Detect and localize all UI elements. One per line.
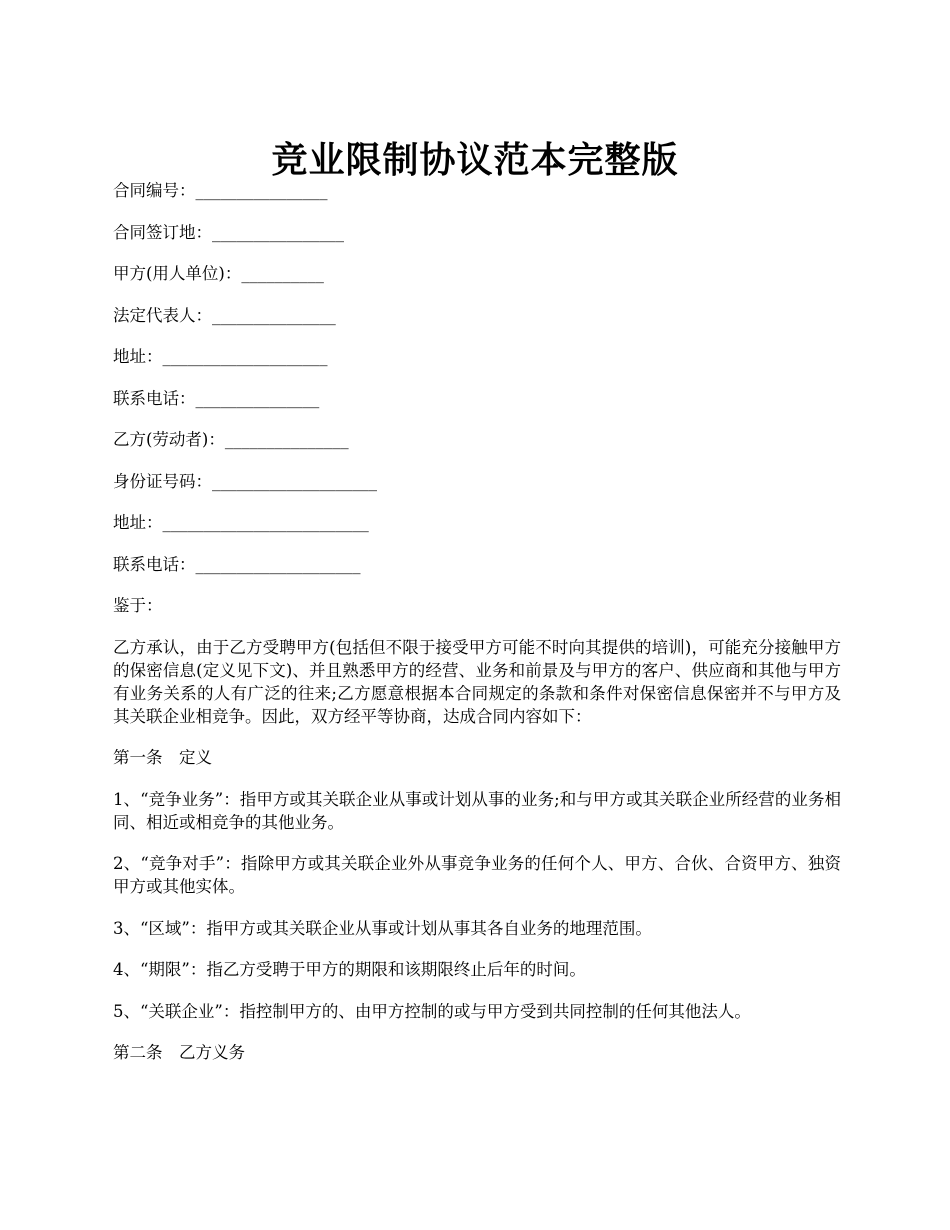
definition-item: 5、“关联企业”：指控制甲方的、由甲方控制的或与甲方受到共同控制的任何其他法人。 xyxy=(113,1001,751,1021)
party-a-address-field: 地址：____________________ xyxy=(113,347,328,366)
id-number-field: 身份证号码：____________________ xyxy=(113,471,377,491)
party-b-field: 乙方(劳动者)：_______________ xyxy=(113,430,349,449)
contract-number-field: 合同编号：________________ xyxy=(113,181,328,200)
document-title: 竞业限制协议范本完整版 xyxy=(271,139,679,182)
definition-item: 3、“区域”：指甲方或其关联企业从事或计划从事其各自业务的地理范围。 xyxy=(113,918,652,938)
definition-item: 1、“竞争业务”：指甲方或其关联企业从事或计划从事的业务;和与甲方或其关联企业所经营的业务相同、相近或相竞争的其他业务。 xyxy=(113,789,841,832)
party-a-phone-field: 联系电话：_______________ xyxy=(113,388,320,408)
legal-representative-field: 法定代表人：_______________ xyxy=(113,305,336,325)
party-b-phone-field: 联系电话：____________________ xyxy=(113,554,361,574)
document-body xyxy=(113,179,841,1064)
preamble-paragraph: 乙方承认，由于乙方受聘甲方(包括但不限于接受甲方可能不时向其提供的培训)，可能充分接触甲方的保密信息(定义见下文)、并且熟悉甲方的经营、业务和前景及与甲方的客户、供应商和其他与甲方有业务关系的人有广泛的往来;乙方愿意根据本合同规定的条款和条件对保密信息保密并不与甲方及其关联企业相竞争。因此，双方经平等协商，达成合同内容如下： xyxy=(113,637,841,726)
party-b-address-field: 地址：_________________________ xyxy=(113,513,369,532)
party-a-field: 甲方(用人单位)：__________ xyxy=(113,264,324,283)
signing-place-field: 合同签订地：________________ xyxy=(113,222,344,242)
definition-item: 2、“竞争对手”：指除甲方或其关联企业外从事竞争业务的任何个人、甲方、合伙、合资甲方、独资甲方或其他实体。 xyxy=(113,854,841,896)
article-1-heading: 第一条 定义 xyxy=(113,748,212,767)
definition-item: 4、“期限”：指乙方受聘于甲方的期限和该期限终止后年的时间。 xyxy=(113,960,586,979)
whereas-label: 鉴于： xyxy=(113,596,163,615)
article-2-heading: 第二条 乙方义务 xyxy=(113,1043,245,1062)
